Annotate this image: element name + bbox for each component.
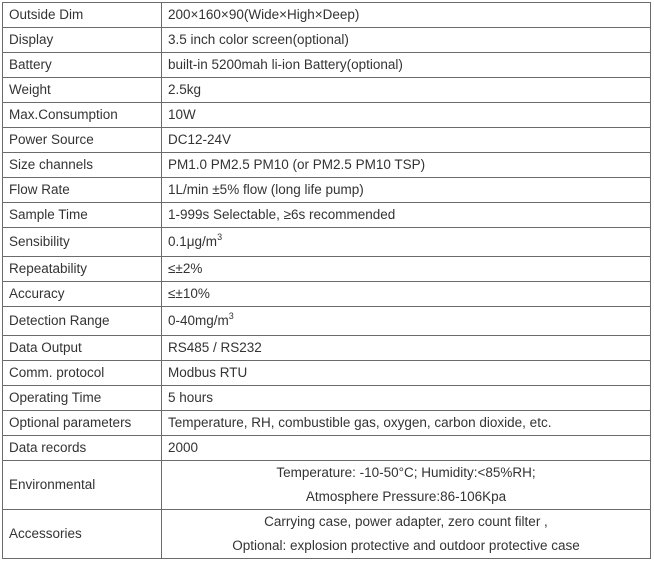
spec-label: Weight xyxy=(3,78,162,103)
spec-label: Optional parameters xyxy=(3,411,162,436)
table-row xyxy=(3,203,651,228)
table-row xyxy=(3,28,651,53)
spec-value xyxy=(162,461,651,510)
spec-value xyxy=(162,228,651,257)
table-row xyxy=(3,307,651,336)
spec-value-text: 0.1μg/m xyxy=(168,234,218,249)
spec-label: Data Output xyxy=(3,336,162,361)
spec-label: Sensibility xyxy=(3,228,162,257)
spec-value: 1L/min ±5% flow (long life pump) xyxy=(162,178,651,203)
spec-value: Modbus RTU xyxy=(162,361,651,386)
table-row xyxy=(3,436,651,461)
table-row xyxy=(3,153,651,178)
table-row xyxy=(3,128,651,153)
table-row xyxy=(3,228,651,257)
spec-label: Data records xyxy=(3,436,162,461)
table-row xyxy=(3,53,651,78)
spec-label: Accessories xyxy=(3,510,162,559)
spec-label: Size channels xyxy=(3,153,162,178)
spec-label: Battery xyxy=(3,53,162,78)
table-row xyxy=(3,282,651,307)
spec-label: Power Source xyxy=(3,128,162,153)
spec-label: Operating Time xyxy=(3,386,162,411)
spec-value xyxy=(162,510,651,559)
spec-value-line: Atmosphere Pressure:86-106Kpa xyxy=(305,489,507,504)
spec-value: Temperature, RH, combustible gas, oxygen, carbon dioxide, etc. xyxy=(162,411,651,436)
spec-value: DC12-24V xyxy=(162,128,651,153)
superscript: 3 xyxy=(228,310,234,321)
spec-value-line: Optional: explosion protective and outdoor protective case xyxy=(232,538,580,553)
table-row xyxy=(3,510,651,559)
spec-label: Detection Range xyxy=(3,307,162,336)
superscript: 3 xyxy=(217,231,223,242)
spec-value: 200×160×90(Wide×High×Deep) xyxy=(162,3,651,28)
table-row xyxy=(3,386,651,411)
spec-value-line: Carrying case, power adapter, zero count filter , xyxy=(264,514,548,529)
spec-table xyxy=(2,2,651,559)
spec-value: 2000 xyxy=(162,436,651,461)
spec-label: Outside Dim xyxy=(3,3,162,28)
spec-label: Environmental xyxy=(3,461,162,510)
spec-label: Comm. protocol xyxy=(3,361,162,386)
spec-value: 10W xyxy=(162,103,651,128)
spec-value: 3.5 inch color screen(optional) xyxy=(162,28,651,53)
spec-value: RS485 / RS232 xyxy=(162,336,651,361)
spec-value xyxy=(162,307,651,336)
spec-label: Max.Consumption xyxy=(3,103,162,128)
spec-value: 2.5kg xyxy=(162,78,651,103)
spec-value-line: Temperature: -10-50°C; Humidity:<85%RH; xyxy=(276,465,536,480)
spec-label: Display xyxy=(3,28,162,53)
table-row xyxy=(3,361,651,386)
table-row xyxy=(3,336,651,361)
spec-value: built-in 5200mah li-ion Battery(optional) xyxy=(162,53,651,78)
spec-value: ≤±10% xyxy=(162,282,651,307)
spec-label: Repeatability xyxy=(3,257,162,282)
table-row xyxy=(3,411,651,436)
table-row xyxy=(3,78,651,103)
table-row xyxy=(3,3,651,28)
table-row xyxy=(3,257,651,282)
table-row xyxy=(3,178,651,203)
spec-label: Flow Rate xyxy=(3,178,162,203)
spec-value: ≤±2% xyxy=(162,257,651,282)
spec-value-text: 0-40mg/m xyxy=(168,313,229,328)
spec-value: PM1.0 PM2.5 PM10 (or PM2.5 PM10 TSP) xyxy=(162,153,651,178)
spec-value: 1-999s Selectable, ≥6s recommended xyxy=(162,203,651,228)
spec-label: Sample Time xyxy=(3,203,162,228)
table-row xyxy=(3,103,651,128)
spec-label: Accuracy xyxy=(3,282,162,307)
table-row xyxy=(3,461,651,510)
spec-value: 5 hours xyxy=(162,386,651,411)
